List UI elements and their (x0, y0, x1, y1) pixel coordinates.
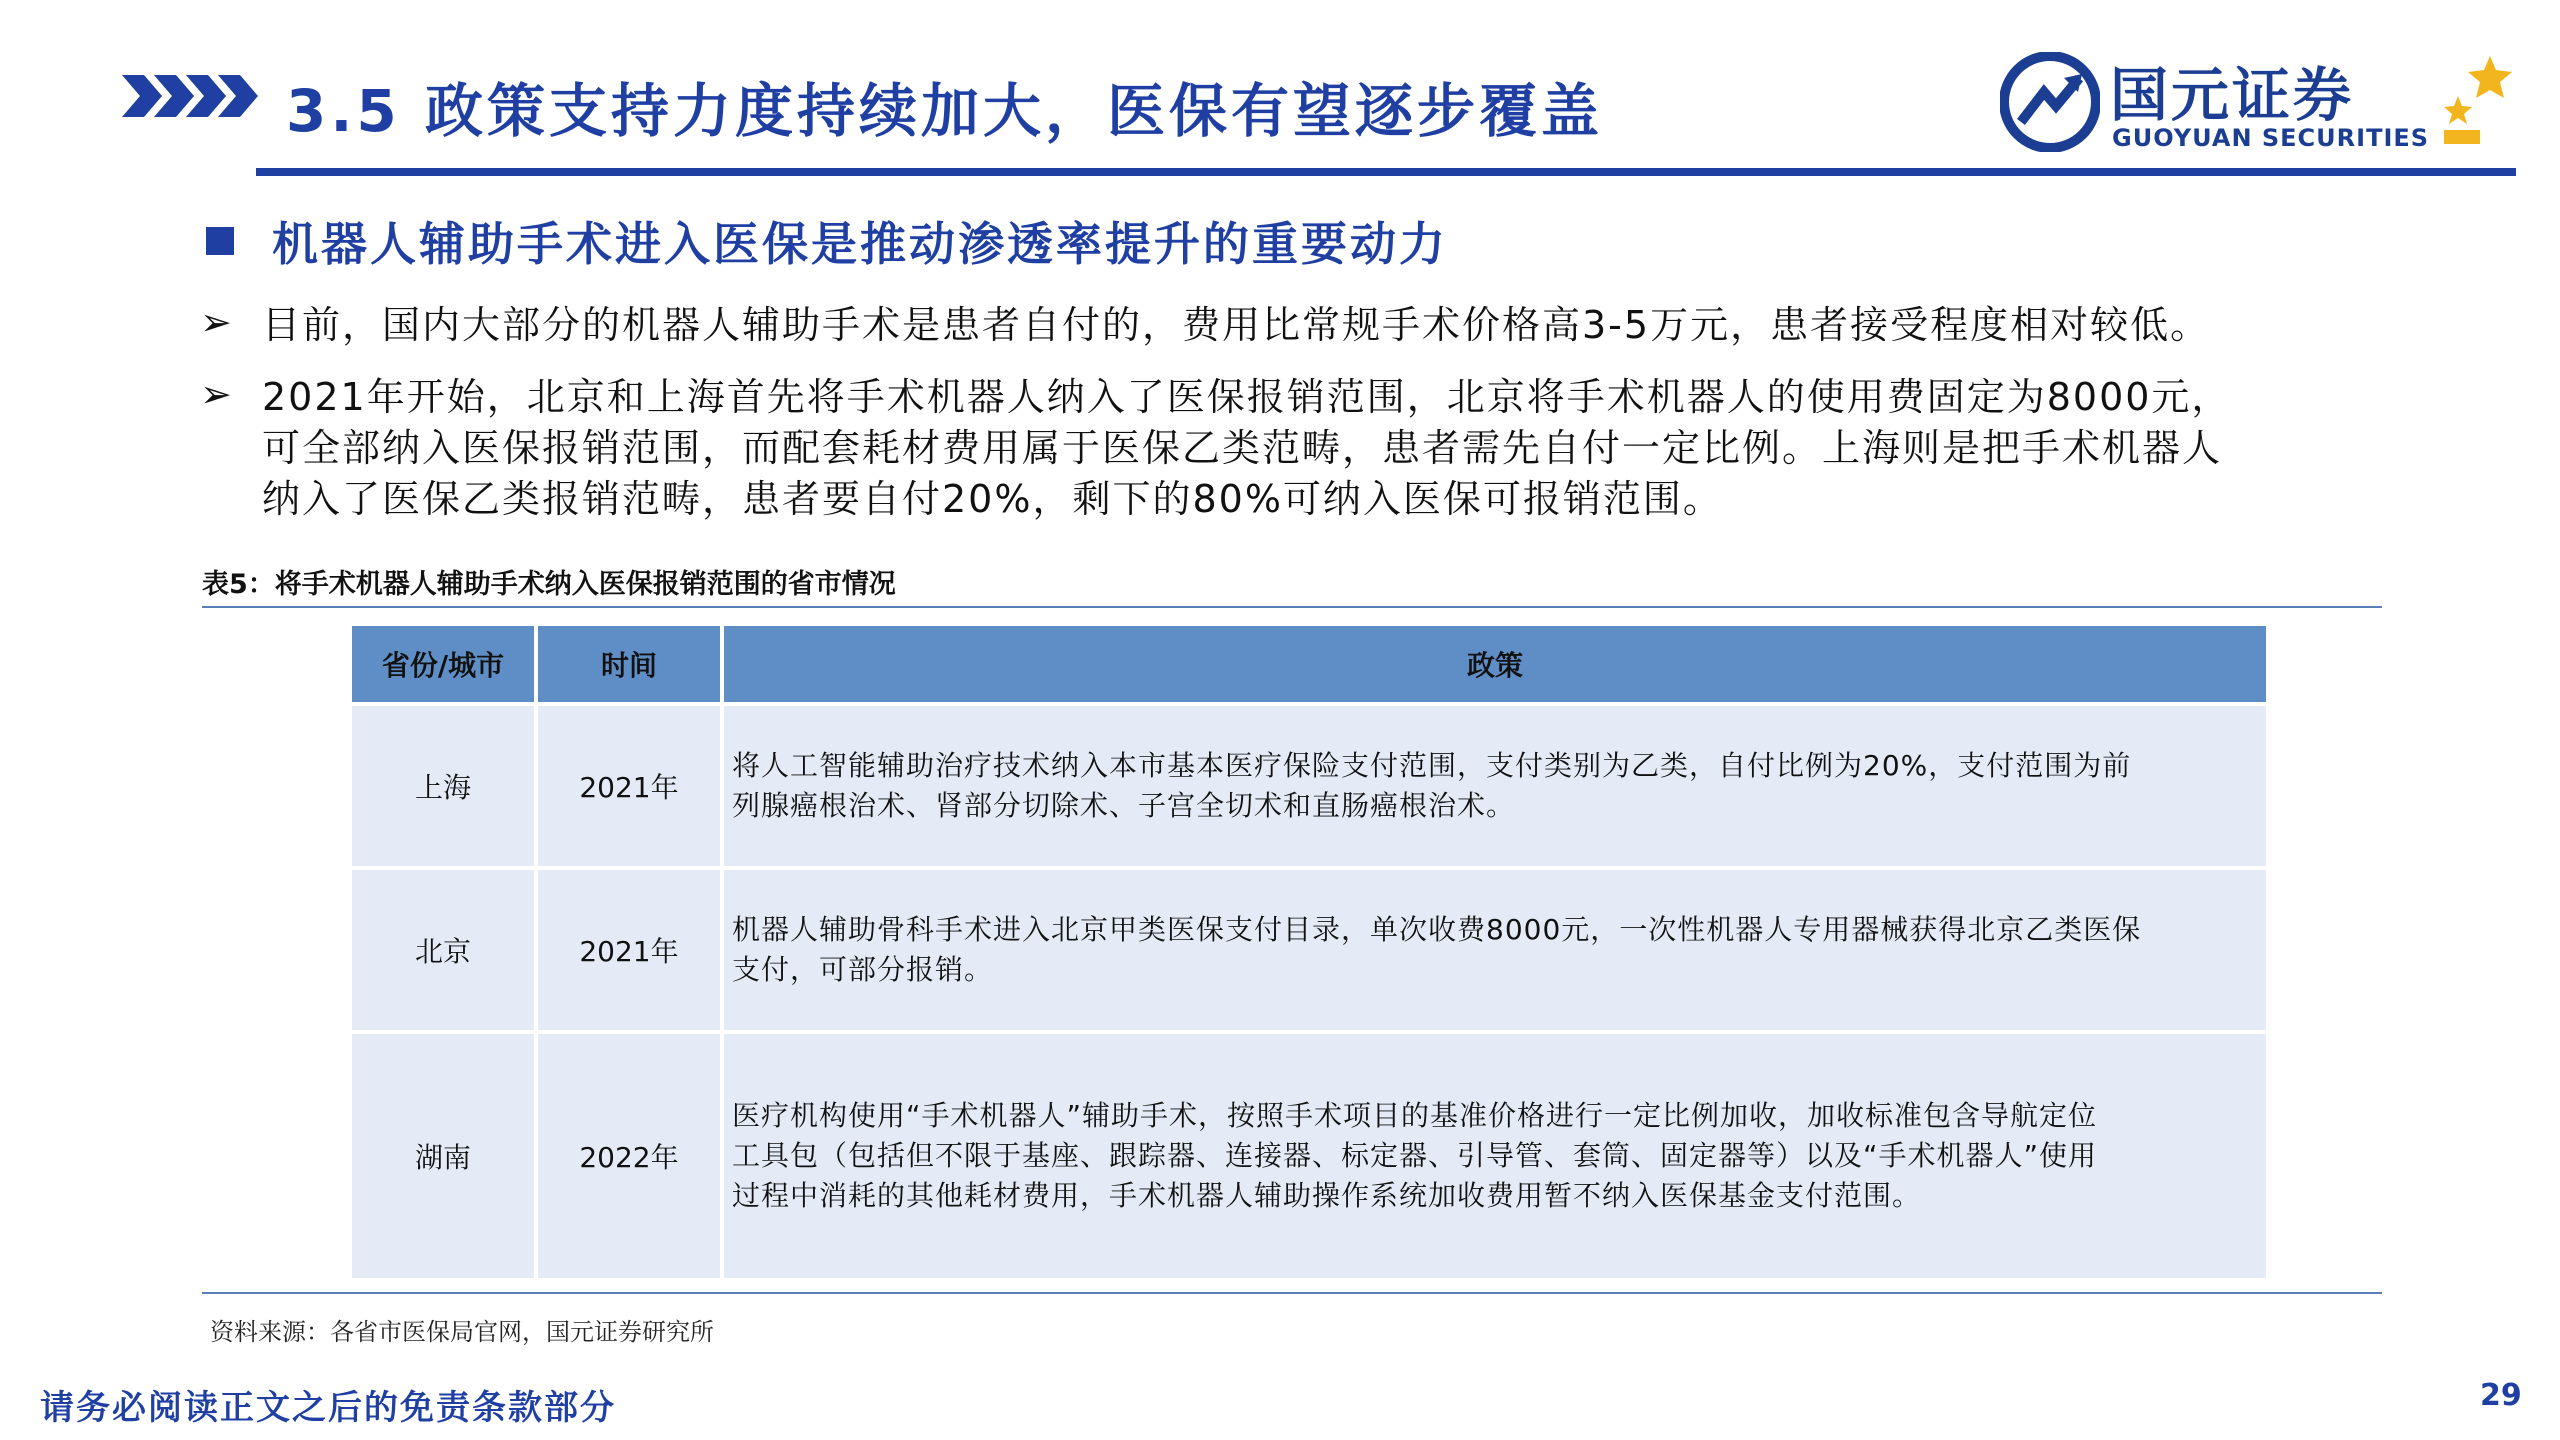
policy-line: 将人工智能辅助治疗技术纳入本市基本医疗保险支付范围，支付类别为乙类，自付比例为20%，支付范围为前 (732, 749, 2132, 782)
arrow-bullet-icon: ➢ (200, 300, 232, 344)
chevron-arrows-icon (122, 75, 262, 117)
cell-policy (724, 870, 2266, 1030)
cell-year: 2021年 (538, 706, 720, 866)
logo-english-name: GUOYUAN SECURITIES (2112, 124, 2430, 152)
policy-line: 工具包（包括但不限于基座、跟踪器、连接器、标定器、引导管、套筒、固定器等）以及“手术机器人”使用 (732, 1139, 2098, 1172)
policy-line: 过程中消耗的其他耗材费用，手术机器人辅助操作系统加收费用暂不纳入医保基金支付范围。 (732, 1179, 1922, 1212)
cell-policy (724, 1034, 2266, 1278)
title-divider (256, 168, 2516, 176)
cell-year: 2021年 (538, 870, 720, 1030)
cell-city: 上海 (352, 706, 534, 866)
table-row (352, 1034, 2266, 1278)
disclaimer-footer: 请务必阅读正文之后的免责条款部分 (40, 1388, 616, 1428)
table-row (352, 706, 2266, 866)
source-divider (202, 1292, 2382, 1294)
bullet-1-text: 目前，国内大部分的机器人辅助手术是患者自付的，费用比常规手术价格高3-5万元，患者接受程度相对较低。 (262, 303, 2211, 347)
arrow-bullet-icon: ➢ (200, 372, 232, 416)
policy-table (348, 622, 2270, 1282)
header-city: 省份/城市 (352, 626, 534, 702)
square-bullet-icon (206, 227, 234, 255)
bullet-2-line-2: 可全部纳入医保报销范围，而配套耗材费用属于医保乙类范畴，患者需先自付一定比例。上海则是把手术机器人 (262, 426, 2223, 470)
table-row (352, 870, 2266, 1030)
policy-line: 机器人辅助骨科手术进入北京甲类医保支付目录，单次收费8000元，一次性机器人专用器械获得北京乙类医保 (732, 913, 2142, 946)
policy-line: 医疗机构使用“手术机器人”辅助手术，按照手术项目的基准价格进行一定比例加收，加收标准包含导航定位 (732, 1099, 2098, 1132)
data-source-note: 资料来源：各省市医保局官网，国元证券研究所 (210, 1318, 714, 1346)
policy-line: 列腺癌根治术、肾部分切除术、子宫全切术和直肠癌根治术。 (732, 789, 1516, 822)
gold-stars-icon (2440, 56, 2520, 146)
header-time: 时间 (538, 626, 720, 702)
bullet-2-line-3: 纳入了医保乙类报销范畴，患者要自付20%，剩下的80%可纳入医保可报销范围。 (262, 477, 1723, 521)
cell-year: 2022年 (538, 1034, 720, 1278)
section-subtitle: 机器人辅助手术进入医保是推动渗透率提升的重要动力 (272, 217, 1448, 271)
header-policy: 政策 (724, 626, 2266, 702)
page-title: 3.5 政策支持力度持续加大，医保有望逐步覆盖 (286, 77, 1603, 145)
company-logo (2000, 48, 2520, 158)
bullet-2-line-1: 2021年开始，北京和上海首先将手术机器人纳入了医保报销范围，北京将手术机器人的使用费固定为8000元， (262, 375, 2232, 419)
table-header-row (352, 626, 2266, 702)
policy-line: 支付，可部分报销。 (732, 953, 994, 986)
logo-chinese-name: 国元证券 (2110, 61, 2355, 129)
cell-city: 湖南 (352, 1034, 534, 1278)
cell-policy (724, 706, 2266, 866)
cell-city: 北京 (352, 870, 534, 1030)
caption-divider (202, 606, 2382, 608)
guoyuan-logo-icon (2000, 52, 2100, 152)
table-caption: 表5：将手术机器人辅助手术纳入医保报销范围的省市情况 (202, 569, 896, 600)
page-number: 29 (2480, 1378, 2522, 1413)
